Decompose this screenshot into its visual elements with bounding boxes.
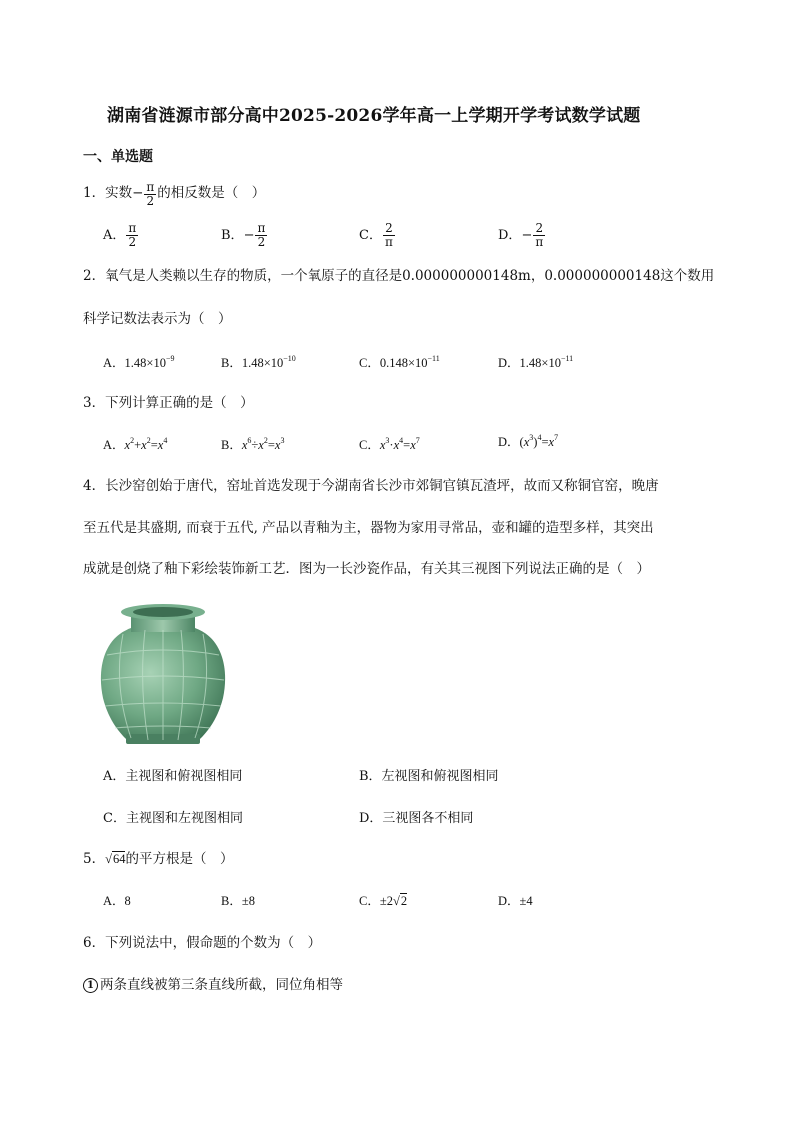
question-1-stem: 1．实数 − $\frac{\pi}{2}$ 的相反数是（ ） <box>83 180 266 208</box>
q5-option-d[interactable]: D．±4 <box>498 894 533 908</box>
q1-option-c[interactable]: C． $\frac{2}{\pi}$ <box>359 221 393 249</box>
q1-option-d[interactable]: D． − $\frac{2}{\pi}$ <box>498 221 544 249</box>
question-5-stem: 5．√64的平方根是（ ） <box>83 851 234 867</box>
section-heading: 一、单选题 <box>83 149 153 165</box>
question-2-line-1: 2．氧气是人类赖以生存的物质，一个氧原子的直径是0.000000000148m，0.000000000148这个数用 <box>83 268 715 284</box>
q3-option-d[interactable]: D．$(x^3)^4=x^7$ <box>498 433 559 449</box>
q4-option-a[interactable]: A．主视图和俯视图相同 <box>103 769 243 784</box>
q4-option-d[interactable]: D．三视图各不相同 <box>359 811 474 826</box>
question-6-stem: 6．下列说法中，假命题的个数为（ ） <box>83 935 322 951</box>
celadon-jar-image <box>93 600 233 750</box>
q2-option-d[interactable]: D．$1.48\times 10^{-11}$ <box>498 354 574 370</box>
circled-number-1: 1 <box>83 978 98 993</box>
q5-option-c[interactable]: C．±2√2 <box>359 894 408 908</box>
question-4-line-2: 至五代是其盛期, 而衰于五代, 产品以青釉为主，器物为家用寻常品，壶和罐的造型多样，其突出 <box>83 520 654 536</box>
q1-option-a[interactable]: A． $\frac{\pi}{2}$ <box>103 221 137 249</box>
q2-option-a[interactable]: A．$1.48\times 10^{-9}$ <box>103 354 175 370</box>
question-6-item-1: 1 两条直线被第三条直线所截，同位角相等 <box>83 978 343 993</box>
q2-option-b[interactable]: B．$1.48\times 10^{-10}$ <box>221 354 296 370</box>
question-3-stem: 3．下列计算正确的是（ ） <box>83 395 254 411</box>
question-2-line-2: 科学记数法表示为（ ） <box>83 311 232 327</box>
question-4-line-1: 4．长沙窑创始于唐代，窑址首选发现于今湖南省长沙市郊铜官镇瓦渣坪，故而又称铜官窑，晚唐 <box>83 478 659 494</box>
question-4-line-3: 成就是创烧了釉下彩绘装饰新工艺．图为一长沙瓷作品，有关其三视图下列说法正确的是（ ） <box>83 561 650 577</box>
q4-option-c[interactable]: C．主视图和左视图相同 <box>103 811 243 826</box>
q5-option-b[interactable]: B．±8 <box>221 894 255 908</box>
q3-option-b[interactable]: B．$x^6\div x^2=x^3$ <box>221 436 285 452</box>
q2-option-c[interactable]: C．$0.148\times 10^{-11}$ <box>359 354 440 370</box>
q1-option-b[interactable]: B． − $\frac{\pi}{2}$ <box>221 221 266 249</box>
page-title: 湖南省涟源市部分高中2025-2026学年高一上学期开学考试数学试题 <box>107 106 641 126</box>
fraction-pi-over-2: $\frac{\pi}{2}$ <box>146 180 155 208</box>
q3-option-c[interactable]: C．$x^3\cdot x^4=x^7$ <box>359 436 420 452</box>
q4-option-b[interactable]: B．左视图和俯视图相同 <box>359 769 499 784</box>
q3-option-a[interactable]: A．$x^2+x^2=x^4$ <box>103 436 168 452</box>
q5-option-a[interactable]: A．8 <box>103 894 131 908</box>
